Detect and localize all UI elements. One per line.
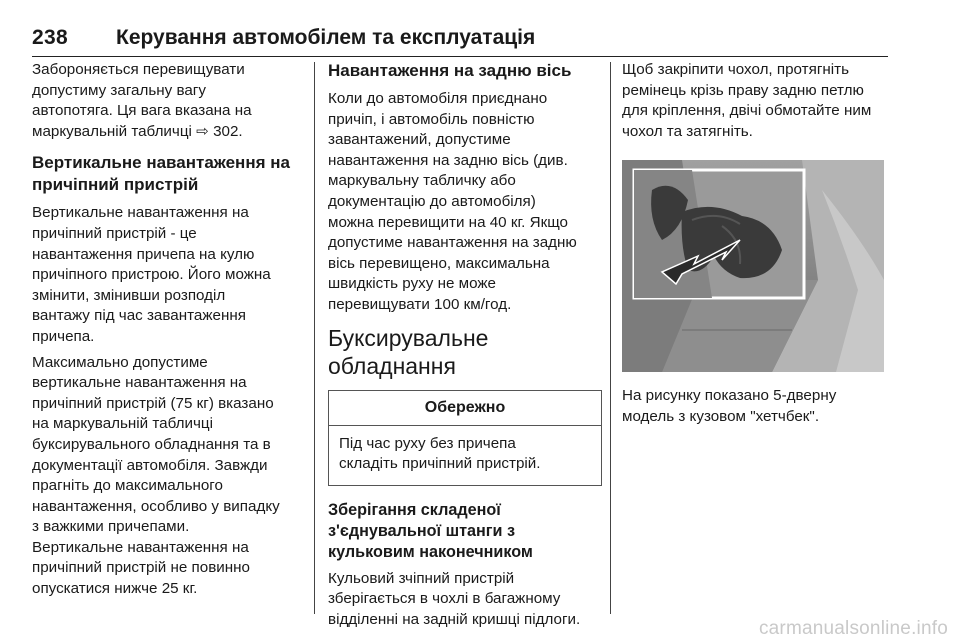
paragraph-storage: Кульовий зчіпний пристрій зберігається в чохлі в багажному відділенні на задній кришці підлоги. [328,569,581,628]
chapter-title: Керування автомобілем та експлуатація [116,26,536,49]
column-divider [610,62,611,614]
column-right [622,60,890,433]
page-number: 238 [32,26,68,49]
caution-title: Обережно [329,391,601,426]
caution-body: Під час руху без причепа складіть причіпний пристрій. [339,434,541,473]
heading-storage: Зберігання складеної з'єднувальної штанги з кульковим наконечником [328,500,533,561]
page-header [32,26,888,57]
heading-towing-equipment: Буксирувальне обладнання [328,324,489,379]
caution-box [328,390,602,486]
column-divider [314,62,315,614]
heading-rear-axle-load: Навантаження на задню вісь [328,61,572,80]
paragraph-total-weight: Забороняється перевищувати допустиму загальну вагу автопотяга. Ця вага вказана на маркувальній табличці ⇨ 302. [32,61,252,140]
column-middle [328,60,600,636]
heading-vertical-load: Вертикальне навантаження на причіпний пристрій [32,153,290,195]
paragraph-vertical-load-definition: Вертикальне навантаження на причіпний пристрій - це навантаження причепа на кулю причіпного пристрою. Його можна змінити, змінивши розподіл вантажу під час завантаження причепа. [32,204,271,345]
watermark: carmanualsonline.info [758,618,948,639]
trunk-photo [622,160,884,372]
photo-caption: На рисунку показано 5-дверну модель з кузовом "хетчбек". [622,387,837,425]
paragraph-secure-bag: Щоб закріпити чохол, протягніть ремінець крізь праву задню петлю для кріплення, двічі обмотайте ним чохол та затягніть. [622,61,872,140]
column-left [32,60,304,605]
paragraph-max-vertical-load: Максимально допустиме вертикальне навантаження на причіпний пристрій (75 кг) вказано на маркувальній табличці буксирувального обладнання та в документації автомобіля. Завжди прагніть до максимального навантаження, особливо у випадку з важкими причепами. Вертикальне навантаження на причіпний пристрій не повинно опускатися нижче 25 кг. [32,353,280,598]
paragraph-rear-axle-load: Коли до автомобіля приєднано причіп, і автомобіль повністю завантажений, допустиме навантаження на задню вісь (див. маркувальну табличку або документацію до автомобіля) можна перевищити на 40 кг. Якщо допустиме навантаження на задню вісь перевищено, максимальна швидкість руху не може перевищувати 100 км/год. [328,90,577,313]
